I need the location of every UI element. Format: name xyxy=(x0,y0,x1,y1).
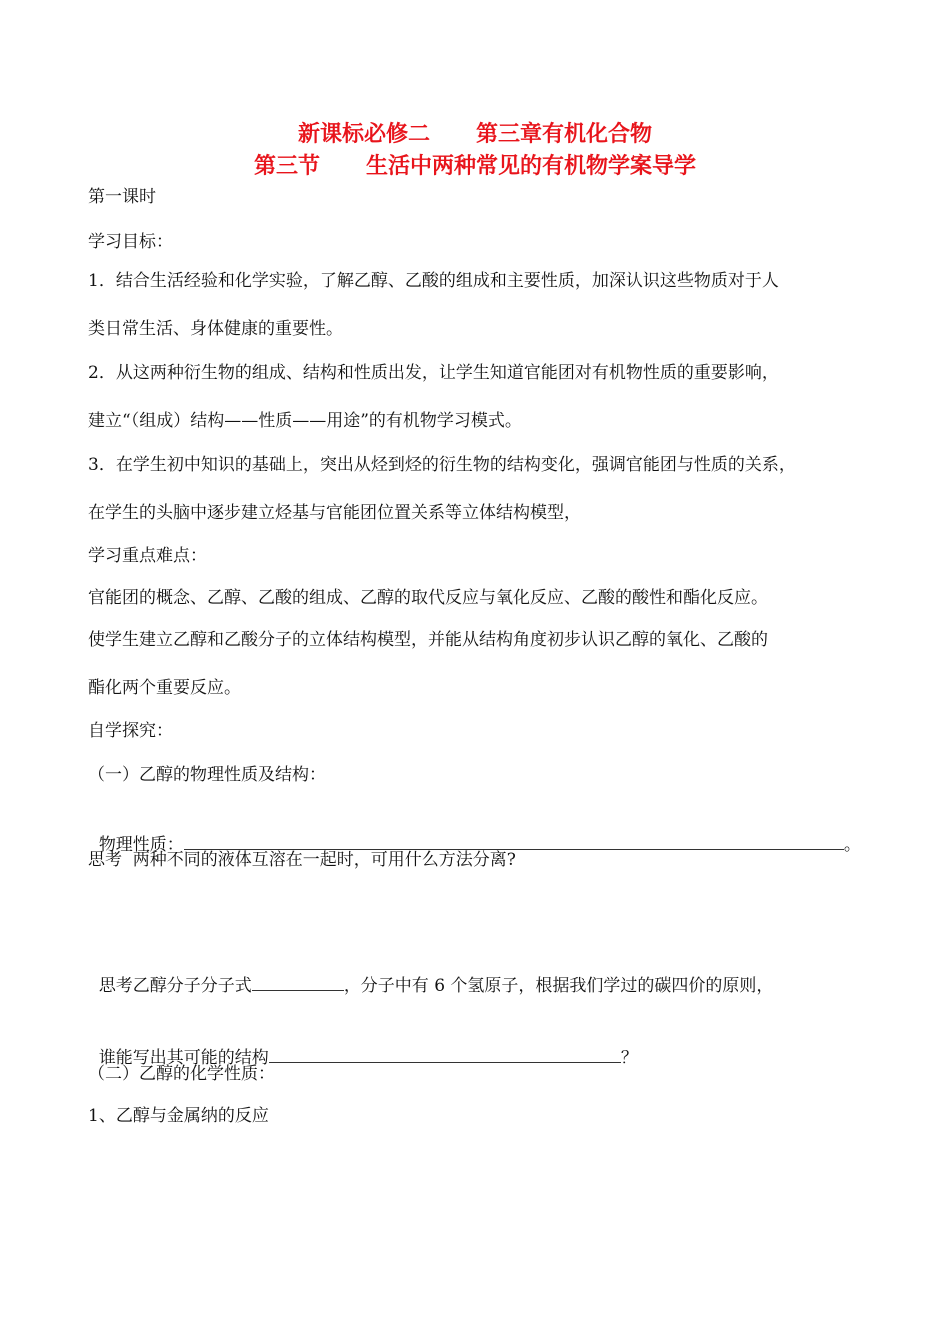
objective-2-line-a: 2．从这两种衍生物的组成、结构和性质出发，让学生知道官能团对有机物性质的重要影响， xyxy=(88,363,779,383)
self-study-heading: 自学探究： xyxy=(88,721,173,741)
objective-3-line-b: 在学生的头脑中逐步建立烃基与官能团位置关系等立体结构模型， xyxy=(88,503,581,523)
document-title-line2: 第三节 生活中两种常见的有机物学案导学 xyxy=(254,154,696,179)
physical-properties-label: 物理性质： xyxy=(98,835,184,855)
structure-blank[interactable] xyxy=(269,1044,621,1063)
think-question-2 xyxy=(88,946,773,999)
item-1-sodium-reaction: 1、乙醇与金属纳的反应 xyxy=(88,1106,269,1126)
section-2-heading: （二）乙醇的化学性质： xyxy=(88,1064,275,1084)
molecular-formula-continuation: ，分子中有 6 个氢原子，根据我们学过的碳四价的原则， xyxy=(343,976,774,996)
molecular-formula-blank[interactable] xyxy=(252,972,344,991)
objective-2-line-b: 建立“（组成）结构——性质——用途”的有机物学习模式。 xyxy=(88,411,522,431)
objectives-heading: 学习目标： xyxy=(88,232,173,252)
objective-1-line-b: 类日常生活、身体健康的重要性。 xyxy=(88,319,343,339)
objective-1-line-a: 1．结合生活经验和化学实验，了解乙醇、乙酸的组成和主要性质，加深认识这些物质对于人 xyxy=(88,271,779,291)
objective-3-line-a: 3．在学生初中知识的基础上，突出从烃到烃的衍生物的结构变化，强调官能团与性质的关系， xyxy=(88,455,796,475)
lesson-label: 第一课时 xyxy=(88,187,156,207)
key-point-2-line-b: 酯化两个重要反应。 xyxy=(88,678,241,698)
document-title-line1: 新课标必修二 第三章有机化合物 xyxy=(298,122,652,147)
key-points-heading: 学习重点难点： xyxy=(88,546,207,566)
think-question-1: 思考 两种不同的液体互溶在一起时，可用什么方法分离? xyxy=(88,850,516,870)
physical-properties-end: 。 xyxy=(843,835,861,855)
key-point-2-line-a: 使学生建立乙醇和乙酸分子的立体结构模型，并能从结构角度初步认识乙醇的氧化、乙酸的 xyxy=(88,630,768,650)
structure-question-mark: ？ xyxy=(620,1048,638,1068)
key-point-1: 官能团的概念、乙醇、乙酸的组成、乙醇的取代反应与氧化反应、乙酸的酸性和酯化反应。 xyxy=(88,588,768,608)
structure-prompt: 谁能写出其可能的结构 xyxy=(98,1048,269,1068)
section-1-heading: （一）乙醇的物理性质及结构： xyxy=(88,765,326,785)
molecular-formula-prompt: 思考乙醇分子分子式 xyxy=(98,976,252,996)
